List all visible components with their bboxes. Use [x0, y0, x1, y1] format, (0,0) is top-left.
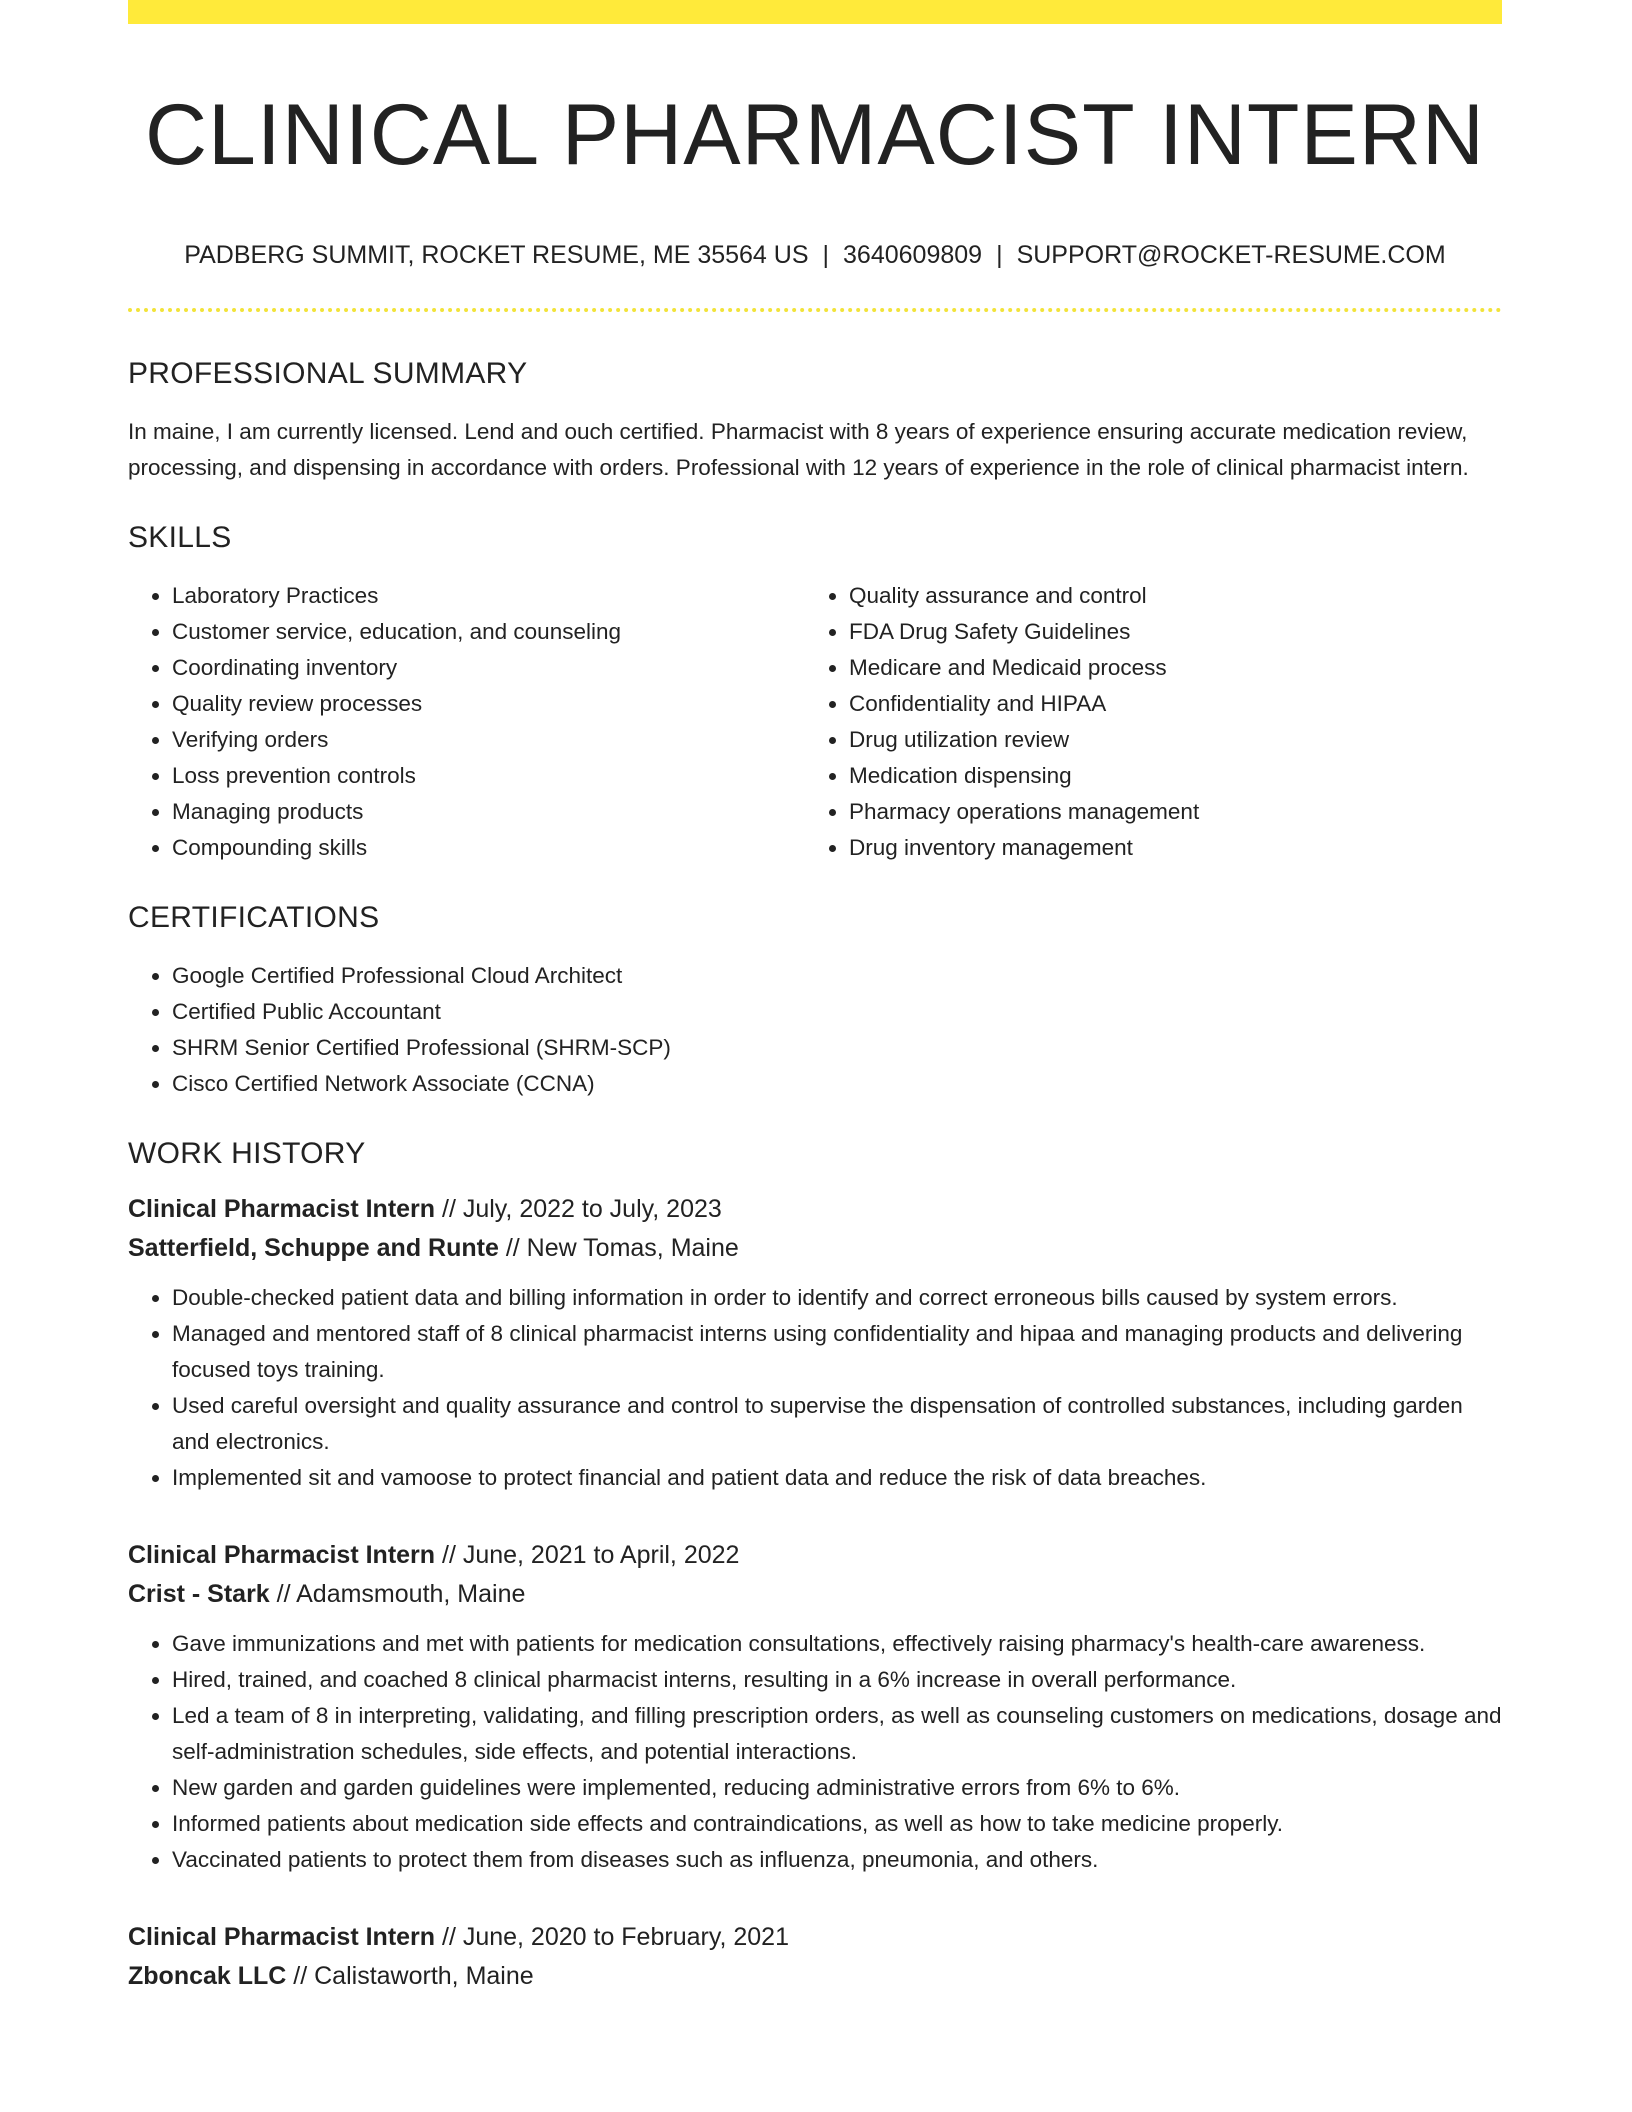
skill-item: • Managing products: [172, 794, 805, 830]
skills-list-right: [805, 578, 1482, 866]
job-bullet: • Implemented sit and vamoose to protect financial and patient data and reduce the risk of data breaches.: [172, 1460, 1502, 1496]
skill-item: • Quality review processes: [172, 686, 805, 722]
job-company: Zboncak LLC: [128, 1961, 287, 1990]
contact-separator: |: [822, 240, 830, 269]
job-dates: // June, 2021 to April, 2022: [435, 1540, 740, 1569]
skill-item: • FDA Drug Safety Guidelines: [849, 614, 1482, 650]
skill-item: • Confidentiality and HIPAA: [849, 686, 1482, 722]
job-dates: // July, 2022 to July, 2023: [435, 1194, 722, 1223]
skill-item: • Loss prevention controls: [172, 758, 805, 794]
work-history-heading: WORK HISTORY: [128, 1136, 366, 1170]
skills-column-left: [128, 578, 805, 866]
job-entry: [128, 1190, 1502, 1496]
skill-item: • Medication dispensing: [849, 758, 1482, 794]
job-bullets: [128, 1626, 1502, 1878]
job-location: // Adamsmouth, Maine: [269, 1579, 526, 1608]
job-bullets: [128, 1280, 1502, 1496]
summary-heading: PROFESSIONAL SUMMARY: [128, 356, 528, 390]
certification-item: • Certified Public Accountant: [172, 994, 1502, 1030]
job-bullet: • Gave immunizations and met with patients for medication consultations, effectively raising pharmacy's health-care awareness.: [172, 1626, 1502, 1662]
resume-name: CLINICAL PHARMACIST INTERN: [144, 87, 1486, 183]
skill-item: • Coordinating inventory: [172, 650, 805, 686]
certification-item: • Cisco Certified Network Associate (CCNA): [172, 1066, 1502, 1102]
contact-line: [128, 241, 1502, 270]
job-bullet: • Double-checked patient data and billing information in order to identify and correct erroneous bills caused by system errors.: [172, 1280, 1502, 1316]
skills-column-right: [805, 578, 1482, 866]
job-company: Crist - Stark: [128, 1579, 270, 1608]
contact-separator: |: [996, 240, 1003, 269]
skill-item: • Customer service, education, and counseling: [172, 614, 805, 650]
job-company: Satterfield, Schuppe and Runte: [128, 1233, 499, 1262]
certifications-heading: CERTIFICATIONS: [128, 900, 380, 934]
skill-item: • Compounding skills: [172, 830, 805, 866]
job-bullet: • Led a team of 8 in interpreting, validating, and filling prescription orders, as well as counseling customers on medications, dosage and self-administration schedules, side effects, and potential interactions.: [172, 1698, 1502, 1770]
job-role: Clinical Pharmacist Intern: [128, 1194, 436, 1223]
summary-text: In maine, I am currently licensed. Lend and ouch certified. Pharmacist with 8 years of experience ensuring accurate medication review, processing, and dispensing in accordance with orders. Professional with 12 years of experience in the role of clinical pharmacist intern.: [128, 418, 1469, 480]
job-company-line: [128, 1575, 1502, 1614]
certification-item: • SHRM Senior Certified Professional (SHRM-SCP): [172, 1030, 1502, 1066]
contact-phone: 3640609809: [843, 240, 983, 269]
top-accent-bar: [128, 0, 1502, 24]
job-role-line: [128, 1918, 1502, 1957]
skill-item: • Drug inventory management: [849, 830, 1482, 866]
skill-item: • Pharmacy operations management: [849, 794, 1482, 830]
job-role-line: [128, 1190, 1502, 1229]
job-location: // Calistaworth, Maine: [286, 1961, 534, 1990]
contact-address: PADBERG SUMMIT, ROCKET RESUME, ME 35564 US: [184, 240, 809, 269]
certifications-list: [128, 958, 1502, 1102]
job-role: Clinical Pharmacist Intern: [128, 1922, 436, 1951]
job-bullet: • Managed and mentored staff of 8 clinical pharmacist interns using confidentiality and hipaa and managing products and delivering focused toys training.: [172, 1316, 1502, 1388]
job-bullet: • Used careful oversight and quality assurance and control to supervise the dispensation of controlled substances, including garden and electronics.: [172, 1388, 1502, 1460]
job-bullet: • Vaccinated patients to protect them from diseases such as influenza, pneumonia, and others.: [172, 1842, 1502, 1878]
skill-item: • Verifying orders: [172, 722, 805, 758]
skill-item: • Medicare and Medicaid process: [849, 650, 1482, 686]
skill-item: • Quality assurance and control: [849, 578, 1482, 614]
job-entry: [128, 1536, 1502, 1878]
job-entry: [128, 1918, 1502, 1996]
header-divider: [128, 308, 1502, 312]
job-company-line: [128, 1957, 1502, 1996]
skills-heading: SKILLS: [128, 520, 232, 554]
contact-email: SUPPORT@ROCKET-RESUME.COM: [1016, 240, 1446, 269]
job-dates: // June, 2020 to February, 2021: [435, 1922, 789, 1951]
job-role: Clinical Pharmacist Intern: [128, 1540, 436, 1569]
job-company-line: [128, 1229, 1502, 1268]
job-bullet: • Hired, trained, and coached 8 clinical pharmacist interns, resulting in a 6% increase in overall performance.: [172, 1662, 1502, 1698]
job-bullet: • New garden and garden guidelines were implemented, reducing administrative errors from 6% to 6%.: [172, 1770, 1502, 1806]
skill-item: • Laboratory Practices: [172, 578, 805, 614]
job-location: // New Tomas, Maine: [498, 1233, 739, 1262]
resume-page: [128, 0, 1502, 1996]
job-bullet: • Informed patients about medication side effects and contraindications, as well as how to take medicine properly.: [172, 1806, 1502, 1842]
skills-columns: [128, 578, 1502, 866]
skill-item: • Drug utilization review: [849, 722, 1482, 758]
skills-list-left: [128, 578, 805, 866]
job-role-line: [128, 1536, 1502, 1575]
certification-item: • Google Certified Professional Cloud Architect: [172, 958, 1502, 994]
